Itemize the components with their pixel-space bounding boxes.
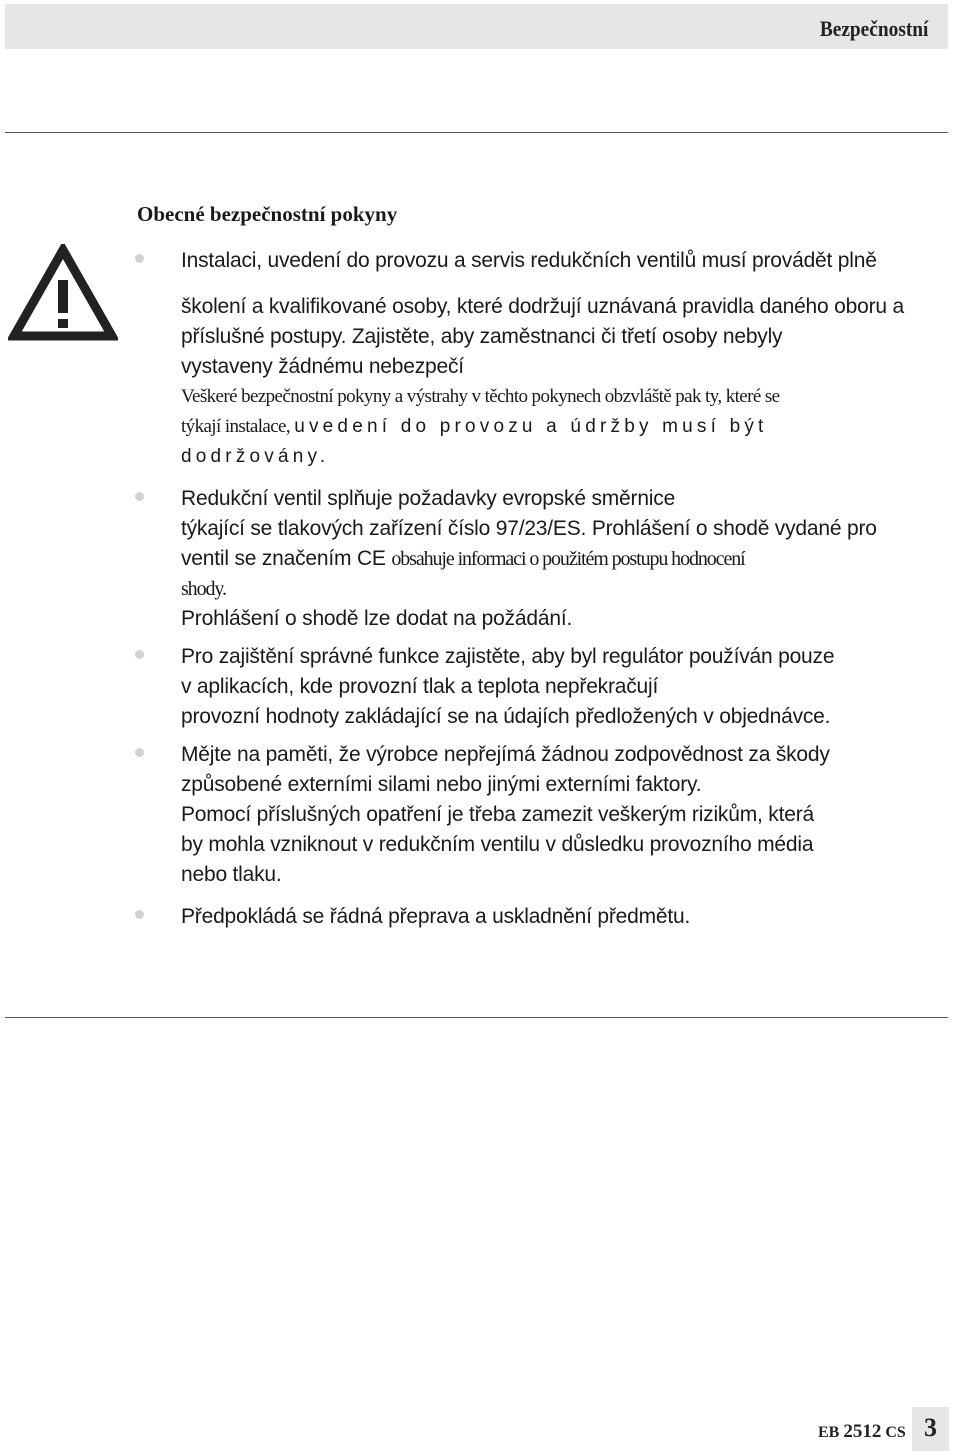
text-line: Pro zajištění správné funkce zajistěte, aby byl regulátor používán pouze: [181, 645, 835, 668]
list-item: [181, 484, 956, 634]
text-line: Pomocí příslušných opatření je třeba zamezit veškerým rizikům, která: [181, 803, 814, 826]
header-title: Bezpečnostní: [819, 16, 928, 41]
section-heading: Obecné bezpečnostní pokyny: [137, 202, 398, 226]
text-line: Mějte na paměti, že výrobce nepřejímá žádnou zodpovědnost za škody: [181, 743, 830, 766]
list-item: [181, 642, 956, 732]
doc-prefix: EB: [818, 1424, 840, 1441]
text-line: provozní hodnoty zakládající se na údajích předložených v objednávce.: [181, 705, 831, 728]
warning-triangle-icon: [8, 244, 118, 342]
text-line: Instalaci, uvedení do provozu a servis redukčních ventilů musí provádět plně: [181, 249, 877, 272]
text-line: dodržovány.: [181, 446, 330, 467]
text-line: Prohlášení o shodě lze dodat na požádání.: [181, 607, 573, 630]
list-item: [181, 740, 956, 890]
top-divider: [5, 132, 948, 133]
list-item: [181, 902, 956, 932]
list-item: [181, 246, 956, 472]
doc-number: 2512: [843, 1421, 882, 1442]
bottom-divider: [5, 1017, 948, 1018]
page-number: 3: [924, 1413, 937, 1442]
bullet-dot-icon: [135, 254, 144, 263]
text-line: Předpokládá se řádná přeprava a uskladnění předmětu.: [181, 905, 691, 928]
text-line: v aplikacích, kde provozní tlak a teplota nepřekračují: [181, 675, 659, 698]
text-line: Veškeré bezpečnostní pokyny a výstrahy v těchto pokynech obzvláště pak ty, které se: [181, 386, 780, 407]
text-line: vystaveny žádnému nebezpečí: [181, 355, 464, 378]
document-code: [818, 1421, 906, 1443]
header-band: [5, 4, 948, 49]
bullet-dot-icon: [135, 650, 144, 659]
text-line: týkající se tlakových zařízení číslo 97/23/ES. Prohlášení o shodě vydané pro: [181, 517, 877, 540]
page-number-box: [912, 1407, 949, 1451]
doc-lang: CS: [885, 1424, 906, 1441]
text-line: způsobené externími silami nebo jinými externími faktory.: [181, 773, 702, 796]
safety-instructions: [181, 246, 956, 932]
text-line: týkají instalace, uvedení do provozu a údržby musí být: [181, 416, 768, 437]
text-line: nebo tlaku.: [181, 863, 282, 886]
bullet-dot-icon: [135, 910, 144, 919]
text-line: by mohla vzniknout v redukčním ventilu v důsledku provozního média: [181, 833, 814, 856]
text-line: shody.: [181, 578, 226, 600]
text-line: školení a kvalifikované osoby, které dodržují uznávaná pravidla daného oboru a: [181, 295, 904, 318]
text-line: příslušné postupy. Zajistěte, aby zaměstnanci či třetí osoby nebyly: [181, 325, 783, 348]
text-line: ventil se značením CE obsahuje informaci o použitém postupu hodnocení: [181, 547, 745, 570]
bullet-dot-icon: [135, 492, 144, 501]
text-line: Redukční ventil splňuje požadavky evropské směrnice: [181, 487, 676, 510]
bullet-dot-icon: [135, 748, 144, 757]
